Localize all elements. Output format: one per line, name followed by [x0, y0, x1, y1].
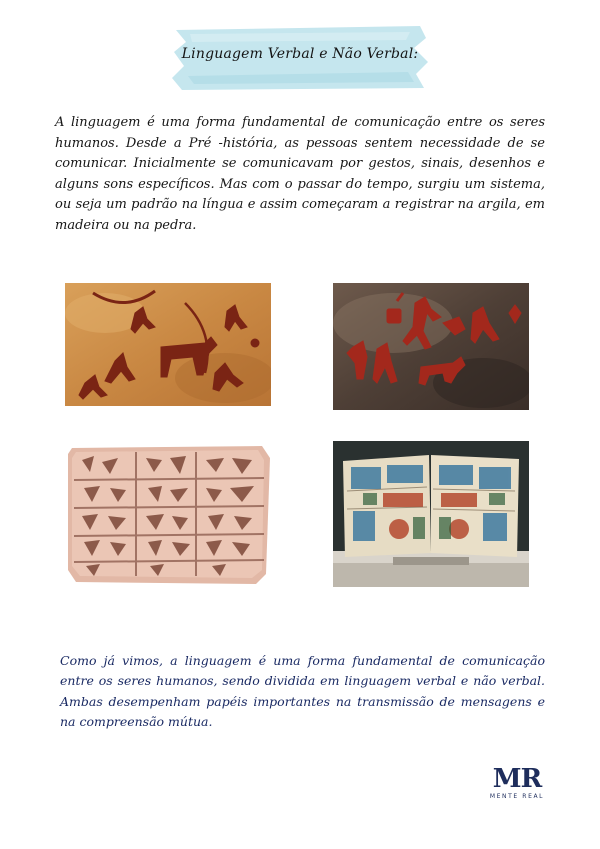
logo-mark: MR — [492, 764, 542, 794]
cave-painting-figures-image — [333, 283, 529, 410]
cuneiform-tablet-image — [66, 444, 271, 585]
mente-real-logo — [484, 764, 550, 807]
intro-paragraph: A linguagem é uma forma fundamental de comunicação entre os seres humanos. Desde a Pré -história, as pessoas sentem necessidade de se comunicar. Inicialmente se comunicavam por gestos, sinais, desenhos e alguns sons específicos. Mas com o passar do tempo, surgiu um sistema, ou seja um padrão na língua e assim começaram a registrar na argila, em madeira ou na pedra. — [55, 115, 545, 233]
title-banner — [170, 22, 430, 94]
cave-painting-animals-image — [65, 283, 271, 406]
illustrated-codex-image — [333, 441, 529, 587]
closing-paragraph: Como já vimos, a linguagem é uma forma fundamental de comunicação entre os seres humanos, sendo dividida em linguagem verbal e não verbal. Ambas desempenham papéis importantes na transmissão de mensagens e na compreensão mútua. — [60, 653, 545, 730]
page-title: Linguagem Verbal e Não Verbal: — [181, 46, 419, 62]
logo-text: MENTE REAL — [489, 793, 545, 800]
